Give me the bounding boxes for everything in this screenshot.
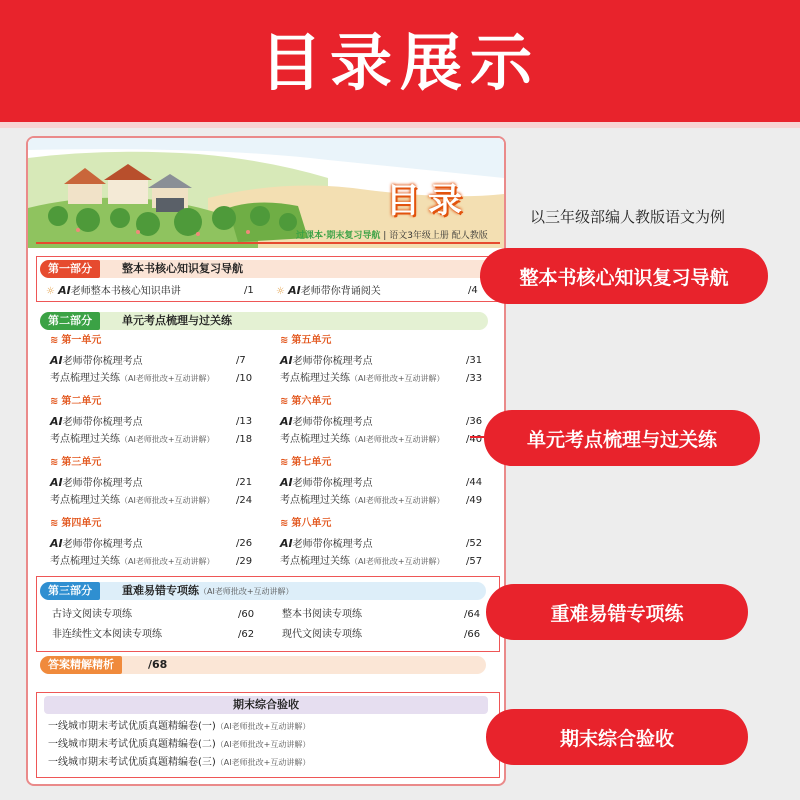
header-title: 目录展示 [259, 26, 540, 99]
toc-page [26, 136, 506, 786]
wave-icon: ≋ [50, 518, 59, 529]
final-item-2: 一线城市期末考试优质真题精编卷(二)（AI老师批改+互动讲解） [48, 739, 311, 750]
unit-item-practice: 考点梳理过关练（AI老师批改+互动讲解） [280, 495, 445, 506]
final-title: 期末综合验收 [233, 698, 299, 711]
unit-heading: ≋ 第二单元 [50, 396, 102, 407]
part3-item-4: 现代文阅读专项练 [282, 629, 362, 640]
part3-item-3-page: /62 [238, 629, 255, 640]
callout-final: 期末综合验收 [486, 709, 748, 765]
unit-item-review-page: /21 [236, 477, 253, 488]
part3-item-2-page: /64 [464, 609, 481, 620]
unit-heading: ≋ 第八单元 [280, 518, 332, 529]
unit-item-review: AI老师带你梳理考点 [280, 537, 373, 550]
unit-item-practice-page: /33 [466, 373, 483, 384]
unit-item-review: AI老师带你梳理考点 [50, 354, 143, 367]
wave-icon: ≋ [280, 396, 289, 407]
part2-name: 单元考点梳理与过关练 [122, 314, 232, 327]
unit-item-review-page: /31 [466, 355, 483, 366]
unit-item-review-page: /52 [466, 538, 483, 549]
part1-name: 整本书核心知识复习导航 [122, 262, 243, 275]
top-divider [36, 242, 500, 244]
final-item-1: 一线城市期末考试优质真题精编卷(一)（AI老师批改+互动讲解） [48, 721, 311, 732]
unit-item-practice: 考点梳理过关练（AI老师批改+互动讲解） [50, 373, 215, 384]
unit-item-review: AI老师带你梳理考点 [50, 476, 143, 489]
unit-item-review: AI老师带你梳理考点 [50, 415, 143, 428]
unit-item-review-page: /44 [466, 477, 483, 488]
example-note: 以三年级部编人教版语文为例 [530, 208, 726, 226]
part3-tag: 第三部分 [40, 582, 100, 600]
part3-name: 重难易错专项练（AI老师批改+互动讲解） [122, 584, 294, 597]
part2-header [40, 312, 488, 330]
unit-item-practice: 考点梳理过关练（AI老师批改+互动讲解） [280, 434, 445, 445]
part3-item-3: 非连续性文本阅读专项练 [52, 629, 162, 640]
unit-heading: ≋ 第三单元 [50, 457, 102, 468]
unit-heading: ≋ 第七单元 [280, 457, 332, 468]
wave-icon: ≋ [280, 518, 289, 529]
unit-item-review: AI老师带你梳理考点 [280, 415, 373, 428]
unit-heading: ≋ 第六单元 [280, 396, 332, 407]
unit-item-practice-page: /10 [236, 373, 253, 384]
part3-header [40, 582, 486, 600]
unit-item-practice-page: /57 [466, 556, 483, 567]
unit-heading: ≋ 第一单元 [50, 335, 102, 346]
wave-icon: ≋ [280, 457, 289, 468]
part3-item-1-page: /60 [238, 609, 255, 620]
part3-item-2: 整本书阅读专项练 [282, 609, 362, 620]
part1-item-1-page: /1 [244, 285, 254, 296]
unit-item-review: AI老师带你梳理考点 [280, 476, 373, 489]
answers-page: /68 [148, 658, 168, 671]
part1-item-2: ☼ AI老师带你背诵阅关 [276, 284, 381, 297]
unit-item-practice-page: /24 [236, 495, 253, 506]
unit-item-practice: 考点梳理过关练（AI老师批改+互动讲解） [50, 495, 215, 506]
unit-item-review: AI老师带你梳理考点 [280, 354, 373, 367]
unit-item-review-page: /36 [466, 416, 483, 427]
unit-item-review-page: /26 [236, 538, 253, 549]
unit-item-practice-page: /49 [466, 495, 483, 506]
book-subtitle [296, 228, 506, 241]
part2-tag: 第二部分 [40, 312, 100, 330]
unit-item-practice: 考点梳理过关练（AI老师批改+互动讲解） [280, 556, 445, 567]
wave-icon: ≋ [50, 457, 59, 468]
callout-part3: 重难易错专项练 [486, 584, 748, 640]
subtitle-series: 过课本·期末复习导航 [296, 231, 381, 241]
unit-item-practice: 考点梳理过关练（AI老师批改+互动讲解） [280, 373, 445, 384]
callout-part2: 单元考点梳理与过关练 [484, 410, 760, 466]
unit-item-practice: 考点梳理过关练（AI老师批改+互动讲解） [50, 434, 215, 445]
toc-title: 目录 [386, 180, 470, 221]
wave-icon: ≋ [50, 335, 59, 346]
subtitle-separator: | [380, 231, 390, 241]
unit-item-review-page: /7 [236, 355, 246, 366]
unit-item-practice: 考点梳理过关练（AI老师批改+互动讲解） [50, 556, 215, 567]
unit-item-review: AI老师带你梳理考点 [50, 537, 143, 550]
unit-heading: ≋ 第五单元 [280, 335, 332, 346]
unit-item-review-page: /13 [236, 416, 253, 427]
header-divider [0, 122, 800, 128]
final-header [44, 696, 488, 714]
answers-tag: 答案精解精析 [40, 656, 122, 674]
final-item-3: 一线城市期末考试优质真题精编卷(三)（AI老师批改+互动讲解） [48, 757, 311, 768]
part1-tag: 第一部分 [40, 260, 100, 278]
unit-item-practice-page: /40 [466, 434, 483, 445]
part3-item-4-page: /66 [464, 629, 481, 640]
unit-item-practice-page: /29 [236, 556, 253, 567]
unit-item-practice-page: /18 [236, 434, 253, 445]
unit-heading: ≋ 第四单元 [50, 518, 102, 529]
part1-item-1: ☼ AI老师整本书核心知识串讲 [46, 284, 181, 297]
part1-item-2-page: /4 [468, 285, 478, 296]
header-banner [0, 0, 800, 122]
part3-item-1: 古诗文阅读专项练 [52, 609, 132, 620]
answers-bar [40, 656, 486, 674]
wave-icon: ≋ [50, 396, 59, 407]
callout-part1: 整本书核心知识复习导航 [480, 248, 768, 304]
wave-icon: ≋ [280, 335, 289, 346]
subtitle-edition: 语文3年级上册 配人教版 [389, 231, 488, 241]
part1-header [40, 260, 496, 278]
